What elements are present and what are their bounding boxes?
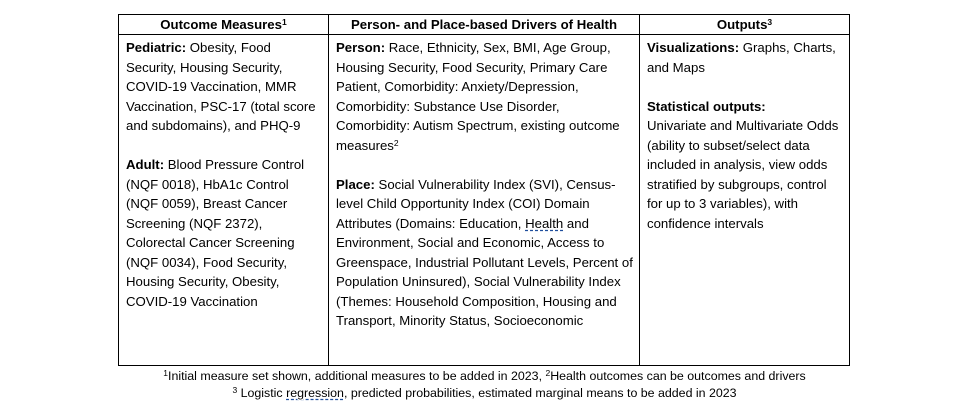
statistical-outputs-text: Univariate and Multivariate Odds (ability to subset/select data included in analysis, view odds stratified by subgroups, control for up to 3 variables), with confidence intervals bbox=[647, 118, 839, 231]
header-outcome-measures-text: Outcome Measures bbox=[160, 17, 282, 32]
place-health-word: Health bbox=[525, 215, 564, 231]
header-drivers bbox=[329, 15, 640, 35]
drivers-table bbox=[118, 14, 850, 366]
footnote-marker-1: 1 bbox=[163, 368, 168, 378]
footnote-ref-2: 2 bbox=[393, 137, 399, 148]
visualizations-label: Visualizations: bbox=[647, 40, 740, 55]
footnote-line-1 bbox=[0, 368, 969, 384]
visualizations-text: Graphs, Charts, and Maps bbox=[647, 40, 836, 75]
visualizations bbox=[647, 38, 845, 77]
pediatric-label: Pediatric: bbox=[126, 40, 187, 55]
pediatric-text: Obesity, Food Security, Housing Security, COVID-19 Vaccination, MMR Vaccination, PSC-17 (total score and subdomains), and PHQ-9 bbox=[126, 40, 316, 133]
footnote-ref-3: 3 bbox=[767, 17, 773, 27]
outcome-measures-cell bbox=[119, 35, 329, 365]
place-label: Place: bbox=[336, 176, 375, 192]
footnote-marker-2: 2 bbox=[545, 368, 551, 378]
header-outputs bbox=[640, 15, 849, 35]
adult-label: Adult: bbox=[126, 157, 165, 172]
header-outcome-measures bbox=[119, 15, 329, 35]
adult-measures bbox=[126, 155, 324, 311]
place-drivers bbox=[336, 175, 635, 331]
footnote-ref-1: 1 bbox=[281, 17, 287, 27]
footnote-line-2 bbox=[0, 385, 969, 401]
footnote-3-text-a: Logistic bbox=[237, 386, 287, 400]
place-text-b: and Environment, Social and Economic, Access to Greenspace, Industrial Pollutant Levels, Percent of Population Uninsured), Social Vulnerability Index (Themes: Household Composition, Housing and Transport, Minority Status, Socioeconomic bbox=[336, 215, 633, 328]
drivers-cell bbox=[329, 35, 640, 365]
header-drivers-text: Person- and Place-based Drivers of Health bbox=[350, 17, 618, 32]
adult-text: Blood Pressure Control (NQF 0018), HbA1c Control (NQF 0059), Breast Cancer Screening (NQF 2372), Colorectal Cancer Screening (NQF 0034), Food Security, Housing Security, Obesity, COVID-19 Vaccination bbox=[126, 157, 305, 309]
header-outputs-text: Outputs bbox=[716, 17, 768, 32]
footnote-1-text: Initial measure set shown, additional measures to be added in 2023, bbox=[168, 369, 546, 383]
statistical-outputs-label bbox=[647, 97, 845, 117]
statistical-outputs-label-text: Statistical outputs: bbox=[647, 98, 766, 114]
statistical-outputs bbox=[647, 116, 845, 233]
person-drivers bbox=[336, 38, 635, 155]
outputs-cell bbox=[640, 35, 849, 365]
place-text-a: Social Vulnerability Index (SVI), Census-level Child Opportunity Index (COI) Domain Attributes (Domains: Education, bbox=[336, 176, 616, 231]
person-label: Person: bbox=[336, 40, 386, 55]
footnote-2-text: Health outcomes can be outcomes and drivers bbox=[550, 369, 806, 383]
pediatric-measures bbox=[126, 38, 324, 136]
footnote-3-regression-word: regression bbox=[286, 386, 344, 400]
footnote-3-text-b: , predicted probabilities, estimated marginal means to be added in 2023 bbox=[343, 386, 737, 400]
footnote-marker-3: 3 bbox=[232, 385, 238, 395]
person-text: Race, Ethnicity, Sex, BMI, Age Group, Housing Security, Food Security, Primary Care Patient, Comorbidity: Anxiety/Depression, Comorbidity: Substance Use Disorder, Comorbidity: Autism Spectrum, existing outcome measures bbox=[336, 40, 620, 153]
